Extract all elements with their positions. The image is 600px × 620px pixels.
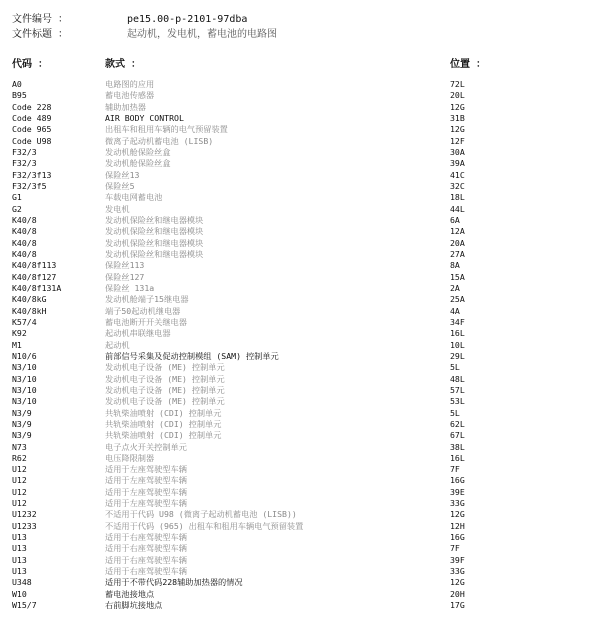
row-position: 38L <box>450 441 465 452</box>
row-code: K40/8kG <box>12 294 47 305</box>
row-code: U13 <box>12 543 27 554</box>
row-description: 适用于左座驾驶型车辆 <box>105 464 187 475</box>
row-position: 16G <box>450 532 465 543</box>
row-code: F32/3 <box>12 146 37 157</box>
row-description: 不适用于代码 U98 (微离子起动机蓄电池 (LISB)) <box>105 509 297 520</box>
table-row <box>0 79 600 90</box>
row-description: 保险丝13 <box>105 169 140 180</box>
row-position: 17G <box>450 600 465 611</box>
table-row <box>0 532 600 543</box>
row-code: K92 <box>12 328 27 339</box>
row-position: 12A <box>450 226 465 237</box>
row-position: 20A <box>450 237 465 248</box>
row-position: 20H <box>450 588 465 599</box>
row-description: 适用于左座驾驶型车辆 <box>105 486 187 497</box>
row-description: 蓄电池传感器 <box>105 90 155 101</box>
row-code: N3/10 <box>12 362 37 373</box>
row-position: 10L <box>450 339 465 350</box>
row-code: U1232 <box>12 509 37 520</box>
row-description: 适用于右座驾驶型车辆 <box>105 566 187 577</box>
table-row <box>0 555 600 566</box>
row-position: 16G <box>450 475 465 486</box>
row-code: N73 <box>12 441 27 452</box>
row-description: 发动机保险丝和继电器模块 <box>105 248 204 259</box>
table-row <box>0 475 600 486</box>
table-row <box>0 317 600 328</box>
row-description: 保险丝5 <box>105 180 135 191</box>
row-description: 适用于左座驾驶型车辆 <box>105 475 187 486</box>
row-position: 39A <box>450 158 465 169</box>
row-description: 起动机 <box>105 339 130 350</box>
doc-title-value: 起动机，发电机，蓄电池的电路图 <box>127 29 277 40</box>
table-row <box>0 385 600 396</box>
row-description: 共轨柴油喷射 (CDI) 控制单元 <box>105 407 222 418</box>
row-position: 48L <box>450 373 465 384</box>
column-header-pos: 位置 ： <box>450 59 487 70</box>
row-description: 出租车和租用车辆的电气预留装置 <box>105 124 228 135</box>
row-description: 保险丝 131a <box>105 282 155 293</box>
row-code: G1 <box>12 192 22 203</box>
row-position: 41C <box>450 169 465 180</box>
row-description: 共轨柴油喷射 (CDI) 控制单元 <box>105 430 222 441</box>
table-row <box>0 294 600 305</box>
row-description: 起动机串联继电器 <box>105 328 171 339</box>
table-row <box>0 204 600 215</box>
row-description: 发动机电子设备 (ME) 控制单元 <box>105 384 225 395</box>
row-position: 8A <box>450 260 460 271</box>
row-code: K40/8f131A <box>12 282 62 293</box>
table-row <box>0 215 600 226</box>
row-position: 25A <box>450 294 465 305</box>
table-row <box>0 249 600 260</box>
table-row <box>0 396 600 407</box>
table-row <box>0 589 600 600</box>
row-description: 发动机电子设备 (ME) 控制单元 <box>105 396 225 407</box>
row-code: Code 489 <box>12 112 52 123</box>
row-code: K40/8f113 <box>12 260 57 271</box>
row-code: M1 <box>12 339 22 350</box>
row-position: 62L <box>450 418 465 429</box>
row-description: 保险丝113 <box>105 260 145 271</box>
table-row <box>0 340 600 351</box>
row-code: N3/9 <box>12 418 32 429</box>
row-code: U13 <box>12 566 27 577</box>
row-code: N3/10 <box>12 384 37 395</box>
table-row <box>0 238 600 249</box>
row-description: 电子点火开关控制单元 <box>105 441 187 452</box>
table-row <box>0 374 600 385</box>
row-position: 12H <box>450 520 465 531</box>
row-position: 12G <box>450 577 465 588</box>
row-description: 蓄电池接地点 <box>105 588 155 599</box>
row-code: U13 <box>12 554 27 565</box>
row-code: U12 <box>12 475 27 486</box>
table-row <box>0 113 600 124</box>
row-description: 右前脚坑接地点 <box>105 600 163 611</box>
row-code: U348 <box>12 577 32 588</box>
row-code: N3/10 <box>12 396 37 407</box>
row-code: K57/4 <box>12 316 37 327</box>
row-description: 发动机舱端子15继电器 <box>105 294 189 305</box>
row-position: 4A <box>450 305 460 316</box>
row-position: 16L <box>450 452 465 463</box>
row-code: G2 <box>12 203 22 214</box>
table-row <box>0 464 600 475</box>
row-code: Code U98 <box>12 135 52 146</box>
row-code: K40/8f127 <box>12 271 57 282</box>
row-code: K40/8kH <box>12 305 47 316</box>
row-code: N3/9 <box>12 407 32 418</box>
row-position: 12F <box>450 135 465 146</box>
table-row <box>0 102 600 113</box>
row-code: U12 <box>12 464 27 475</box>
row-description: 发动机舱保险丝盒 <box>105 146 171 157</box>
row-description: 发动机保险丝和继电器模块 <box>105 214 204 225</box>
table-row <box>0 442 600 453</box>
row-position: 20L <box>450 90 465 101</box>
table-row <box>0 543 600 554</box>
row-position: 44L <box>450 203 465 214</box>
row-description: 不适用于代码 (965) 出租车和租用车辆电气预留装置 <box>105 520 304 531</box>
table-row <box>0 408 600 419</box>
row-position: 67L <box>450 430 465 441</box>
row-code: N3/9 <box>12 430 32 441</box>
row-position: 27A <box>450 248 465 259</box>
row-position: 39E <box>450 486 465 497</box>
row-description: 电压降限制器 <box>105 452 155 463</box>
row-code: N3/10 <box>12 373 37 384</box>
table-row <box>0 509 600 520</box>
table-row <box>0 362 600 373</box>
row-code: Code 965 <box>12 124 52 135</box>
table-row <box>0 566 600 577</box>
table-row <box>0 226 600 237</box>
row-position: 39F <box>450 554 465 565</box>
table-row <box>0 351 600 362</box>
row-code: K40/8 <box>12 248 37 259</box>
table-row <box>0 260 600 271</box>
row-description: 辅助加热器 <box>105 101 146 112</box>
table-row <box>0 328 600 339</box>
table-row <box>0 419 600 430</box>
row-position: 30A <box>450 146 465 157</box>
row-code: U1233 <box>12 520 37 531</box>
row-code: W15/7 <box>12 600 37 611</box>
row-code: F32/3 <box>12 158 37 169</box>
row-description: 蓄电池断开开关继电器 <box>105 316 187 327</box>
row-description: 保险丝127 <box>105 271 145 282</box>
row-position: 5L <box>450 362 460 373</box>
row-position: 32C <box>450 180 465 191</box>
row-code: W10 <box>12 588 27 599</box>
row-code: K40/8 <box>12 214 37 225</box>
row-code: R62 <box>12 452 27 463</box>
row-description: 端子50起动机继电器 <box>105 305 181 316</box>
row-code: Code 228 <box>12 101 52 112</box>
row-position: 53L <box>450 396 465 407</box>
row-description: 适用于右座驾驶型车辆 <box>105 543 187 554</box>
row-code: K40/8 <box>12 226 37 237</box>
row-position: 12G <box>450 124 465 135</box>
table-row <box>0 272 600 283</box>
table-row <box>0 453 600 464</box>
row-code: A0 <box>12 79 22 89</box>
row-description: 发动机保险丝和继电器模块 <box>105 226 204 237</box>
row-description: 发动机舱保险丝盒 <box>105 158 171 169</box>
row-position: 16L <box>450 328 465 339</box>
table-row <box>0 306 600 317</box>
row-description: 发动机电子设备 (ME) 控制单元 <box>105 373 225 384</box>
row-position: 33G <box>450 566 465 577</box>
row-position: 5L <box>450 407 460 418</box>
table-row <box>0 170 600 181</box>
row-description: 适用于不带代码228辅助加热器的情况 <box>105 577 243 588</box>
column-header-code: 代码 ： <box>12 59 49 70</box>
row-position: 2A <box>450 282 460 293</box>
row-code: U13 <box>12 532 27 543</box>
row-code: U12 <box>12 498 27 509</box>
row-code: N10/6 <box>12 350 37 361</box>
row-code: B95 <box>12 90 27 101</box>
row-description: 适用于右座驾驶型车辆 <box>105 554 187 565</box>
row-position: 57L <box>450 384 465 395</box>
table-row <box>0 158 600 169</box>
table-row <box>0 136 600 147</box>
table-row <box>0 600 600 611</box>
row-description: 电路图的应用 <box>105 79 155 89</box>
table-row <box>0 430 600 441</box>
row-code: K40/8 <box>12 237 37 248</box>
row-position: 34F <box>450 316 465 327</box>
row-position: 12G <box>450 101 465 112</box>
table-row <box>0 498 600 509</box>
row-position: 33G <box>450 498 465 509</box>
row-position: 18L <box>450 192 465 203</box>
row-code: F32/3f5 <box>12 180 47 191</box>
column-header-desc: 款式 ： <box>105 59 142 70</box>
table-row <box>0 521 600 532</box>
table-row <box>0 147 600 158</box>
table-row <box>0 487 600 498</box>
row-position: 7F <box>450 543 460 554</box>
table-row <box>0 90 600 101</box>
row-position: 15A <box>450 271 465 282</box>
row-description: 前部信号采集及促动控制模组 (SAM) 控制单元 <box>105 350 279 361</box>
row-description: 发动机保险丝和继电器模块 <box>105 237 204 248</box>
row-position: 7F <box>450 464 460 475</box>
row-code: U12 <box>12 486 27 497</box>
table-row <box>0 181 600 192</box>
row-description: 微离子起动机蓄电池 (LISB) <box>105 135 214 146</box>
row-description: 车载电网蓄电池 <box>105 192 163 203</box>
doc-number-label: 文件编号 ： <box>12 14 69 25</box>
table-row <box>0 577 600 588</box>
row-description: 适用于右座驾驶型车辆 <box>105 532 187 543</box>
row-position: 12G <box>450 509 465 520</box>
row-position: 29L <box>450 350 465 361</box>
doc-title-label: 文件标题 ： <box>12 29 69 40</box>
doc-number-value: pe15.00-p-2101-97dba <box>127 14 248 25</box>
row-position: 31B <box>450 112 465 123</box>
table-row <box>0 192 600 203</box>
row-description: 发动机电子设备 (ME) 控制单元 <box>105 362 225 373</box>
row-description: 适用于左座驾驶型车辆 <box>105 498 187 509</box>
row-description: 发电机 <box>105 203 130 214</box>
table-row <box>0 283 600 294</box>
row-description: AIR BODY CONTROL <box>105 112 184 123</box>
row-position: 72L <box>450 79 465 89</box>
row-code: F32/3f13 <box>12 169 52 180</box>
row-position: 6A <box>450 214 460 225</box>
parts-table <box>0 79 600 611</box>
table-row <box>0 124 600 135</box>
row-description: 共轨柴油喷射 (CDI) 控制单元 <box>105 418 222 429</box>
